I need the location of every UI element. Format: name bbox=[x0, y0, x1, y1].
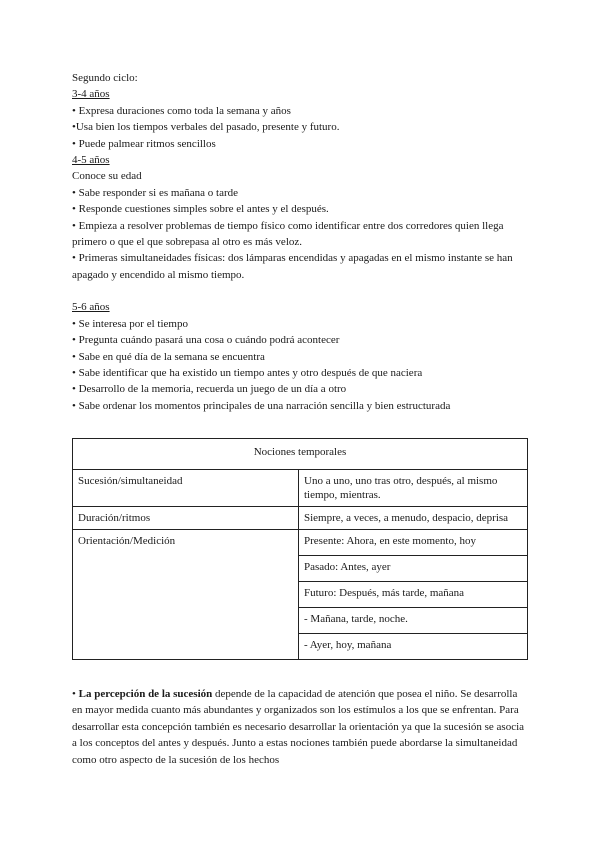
age-heading-3-4: 3-4 años bbox=[72, 88, 110, 101]
list-item: • Desarrollo de la memoria, recuerda un juego de un día a otro bbox=[72, 383, 347, 396]
temporal-notions-table bbox=[72, 438, 528, 660]
list-item: • Puede palmear ritmos sencillos bbox=[72, 137, 216, 150]
age-heading-4-5: 4-5 años bbox=[72, 154, 110, 167]
list-item: • Pregunta cuándo pasará una cosa o cuándo podrá acontecer bbox=[72, 334, 340, 347]
list-item: • Empieza a resolver problemas de tiempo físico como identificar entre dos corredores quien llega primero o que el que sobrepasa al otro es más veloz. bbox=[72, 219, 504, 249]
table-header-row bbox=[73, 439, 528, 470]
table-cell-left: Orientación/Medición bbox=[73, 530, 299, 660]
list-item: • Sabe identificar que ha existido un tiempo antes y otro después de que naciera bbox=[72, 366, 423, 379]
body-paragraph bbox=[72, 686, 530, 768]
table-cell-left: Sucesión/simultaneidad bbox=[73, 470, 299, 507]
bullet: • bbox=[72, 688, 76, 700]
table-cell-right: Presente: Ahora, en este momento, hoy bbox=[299, 530, 528, 556]
table-cell-right: - Ayer, hoy, mañana bbox=[299, 634, 528, 660]
table-row bbox=[73, 470, 528, 507]
spacer bbox=[72, 283, 532, 299]
table-title: Nociones temporales bbox=[73, 439, 528, 470]
section-title: Segundo ciclo: bbox=[72, 72, 138, 84]
list-item: •Usa bien los tiempos verbales del pasado, presente y futuro. bbox=[72, 121, 340, 134]
age-heading-5-6: 5-6 años bbox=[72, 301, 110, 314]
group-intro: Conoce su edad bbox=[72, 170, 142, 183]
table-cell-right: Siempre, a veces, a menudo, despacio, deprisa bbox=[299, 507, 528, 530]
table-row bbox=[73, 507, 528, 530]
list-item: • Responde cuestiones simples sobre el antes y el después. bbox=[72, 203, 329, 216]
table-cell-right: Futuro: Después, más tarde, mañana bbox=[299, 582, 528, 608]
table-row bbox=[73, 530, 528, 556]
table-cell-right: Uno a uno, uno tras otro, después, al mismo tiempo, mientras. bbox=[299, 470, 528, 507]
paragraph-bold-lead: La percepción de la sucesión bbox=[78, 688, 213, 700]
table-cell-right: Pasado: Antes, ayer bbox=[299, 556, 528, 582]
table-cell-right: - Mañana, tarde, noche. bbox=[299, 608, 528, 634]
list-item: • Sabe ordenar los momentos principales de una narración sencilla y bien estructurada bbox=[72, 399, 451, 412]
development-section bbox=[72, 70, 532, 414]
list-item: • Sabe en qué día de la semana se encuentra bbox=[72, 350, 265, 363]
table-cell-left: Duración/ritmos bbox=[73, 507, 299, 530]
list-item: • Sabe responder si es mañana o tarde bbox=[72, 186, 239, 199]
list-item: • Primeras simultaneidades físicas: dos lámparas encendidas y apagadas en el mismo instante se han apagado y encendido al mismo tiempo. bbox=[72, 252, 513, 281]
list-item: • Expresa duraciones como toda la semana y años bbox=[72, 104, 291, 117]
paragraph-text: depende de la capacidad de atención que posea el niño. Se desarrolla en mayor medida cuanto más abundantes y organizados son los estímulos a los que se enfrentan. Para desarrollar esta concepción también es necesario desarrollar la orientación ya que la sucesión se asocia a los conceptos del antes y después. Junto a estas nociones también puede abordarse la simultaneidad como otro aspecto de la sucesión de los hechos bbox=[72, 688, 525, 766]
list-item: • Se interesa por el tiempo bbox=[72, 317, 188, 330]
